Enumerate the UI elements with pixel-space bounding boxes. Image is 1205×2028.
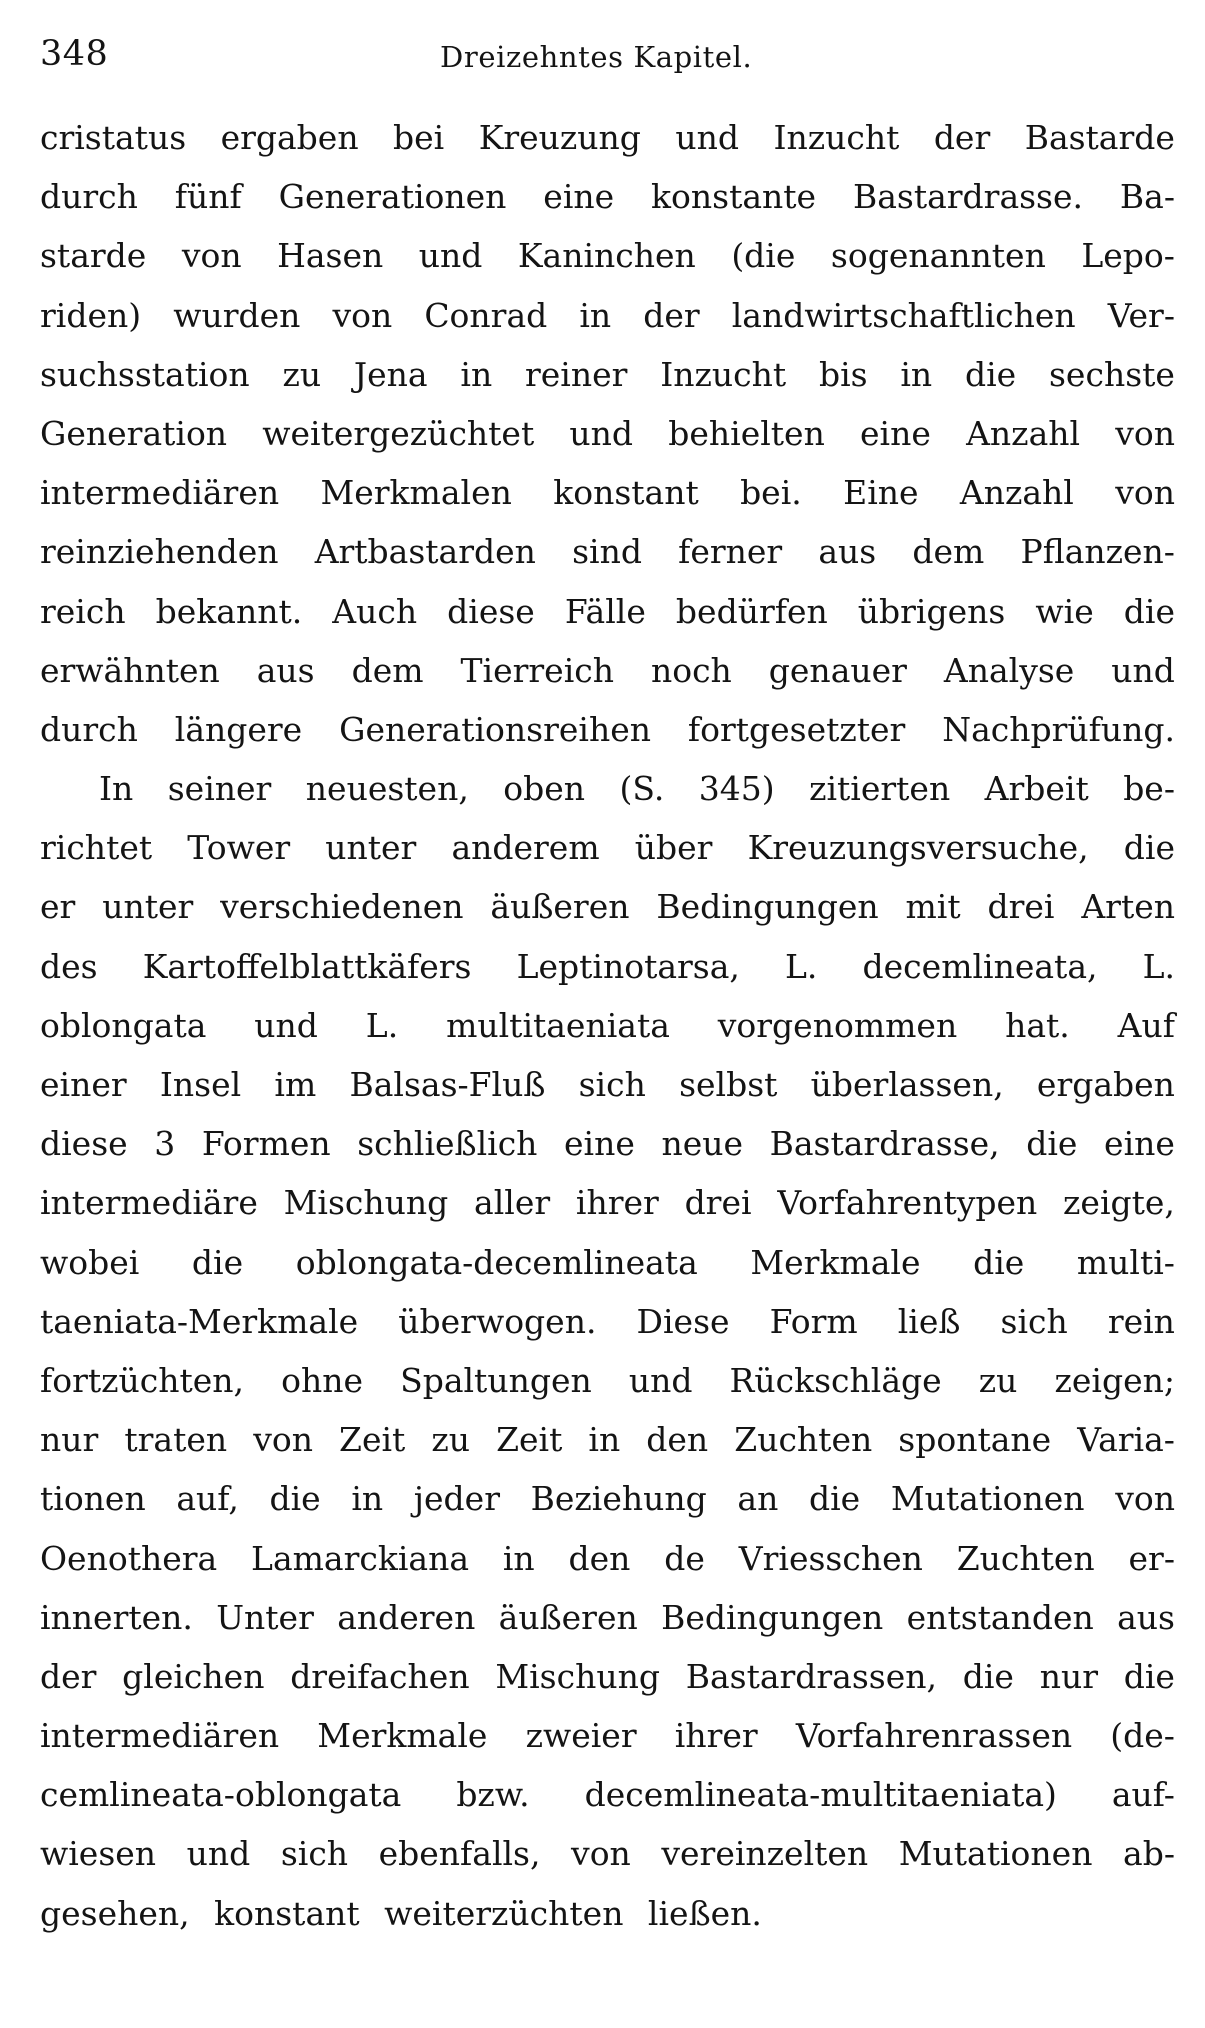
- text-line: intermediären Merkmale zweier ihrer Vorfahrenrassen (de-: [40, 1716, 1175, 1756]
- text-line: erwähnten aus dem Tierreich noch genauer Analyse und: [40, 650, 1175, 690]
- text-line: suchsstation zu Jena in reiner Inzucht bis in die sechste: [40, 354, 1175, 394]
- text-line: einer Insel im Balsas-Fluß sich selbst überlassen, ergaben: [40, 1065, 1175, 1104]
- text-line: intermediäre Mischung aller ihrer drei Vorfahrentypen zeigte,: [40, 1183, 1175, 1223]
- text-line: er unter verschiedenen äußeren Bedingungen mit drei Arten: [40, 887, 1175, 927]
- text-line: reich bekannt. Auch diese Fälle bedürfen übrigens wie die: [40, 591, 1175, 631]
- text-line: nur traten von Zeit zu Zeit in den Zuchten spontane Varia-: [40, 1420, 1175, 1460]
- text-line: cristatus ergaben bei Kreuzung und Inzucht der Bastarde: [40, 118, 1175, 157]
- text-line: des Kartoffelblattkäfers Leptinotarsa, L. decemlineata, L.: [40, 946, 1175, 986]
- text-line: der gleichen dreifachen Mischung Bastardrassen, die nur die: [40, 1656, 1175, 1696]
- text-line: Generation weitergezüchtet und behielten eine Anzahl von: [40, 413, 1175, 453]
- text-line: intermediären Merkmalen konstant bei. Eine Anzahl von: [40, 473, 1175, 513]
- text-line: wiesen und sich ebenfalls, von vereinzelten Mutationen ab-: [40, 1834, 1175, 1874]
- text-line: innerten. Unter anderen äußeren Bedingungen entstanden aus: [40, 1597, 1175, 1637]
- text-line: durch längere Generationsreihen fortgesetzter Nachprüfung.: [40, 709, 1175, 749]
- text-line: fortzüchten, ohne Spaltungen und Rückschläge zu zeigen;: [40, 1360, 1175, 1400]
- text-line: richtet Tower unter anderem über Kreuzungsversuche, die: [40, 828, 1175, 868]
- text-line: durch fünf Generationen eine konstante Bastardrasse. Ba-: [40, 177, 1175, 217]
- body-text: [40, 118, 1175, 1953]
- text-line: taeniata-Merkmale überwogen. Diese Form ließ sich rein: [40, 1301, 1175, 1341]
- text-line: gesehen, konstant weiterzüchten ließen.: [40, 1893, 762, 1933]
- text-line: wobei die oblongata-decemlineata Merkmale die multi-: [40, 1242, 1175, 1282]
- text-line: starde von Hasen und Kaninchen (die sogenannten Lepo-: [40, 236, 1175, 276]
- text-line: In seiner neuesten, oben (S. 345) zitierten Arbeit be-: [99, 769, 1175, 809]
- text-line: riden) wurden von Conrad in der landwirtschaftlichen Ver-: [40, 295, 1175, 335]
- page-number: 348: [40, 34, 109, 74]
- text-line: reinziehenden Artbastarden sind ferner aus dem Pflanzen-: [40, 532, 1175, 572]
- text-line: tionen auf, die in jeder Beziehung an die Mutationen von: [40, 1479, 1175, 1519]
- chapter-title: Dreizehntes Kapitel.: [440, 40, 753, 74]
- running-head: [40, 28, 1175, 88]
- text-line: diese 3 Formen schließlich eine neue Bastardrasse, die eine: [40, 1124, 1175, 1164]
- text-line: cemlineata-oblongata bzw. decemlineata-multitaeniata) auf-: [40, 1775, 1175, 1815]
- text-line: oblongata und L. multitaeniata vorgenommen hat. Auf: [40, 1005, 1175, 1045]
- text-line: Oenothera Lamarckiana in den de Vriesschen Zuchten er-: [40, 1538, 1175, 1578]
